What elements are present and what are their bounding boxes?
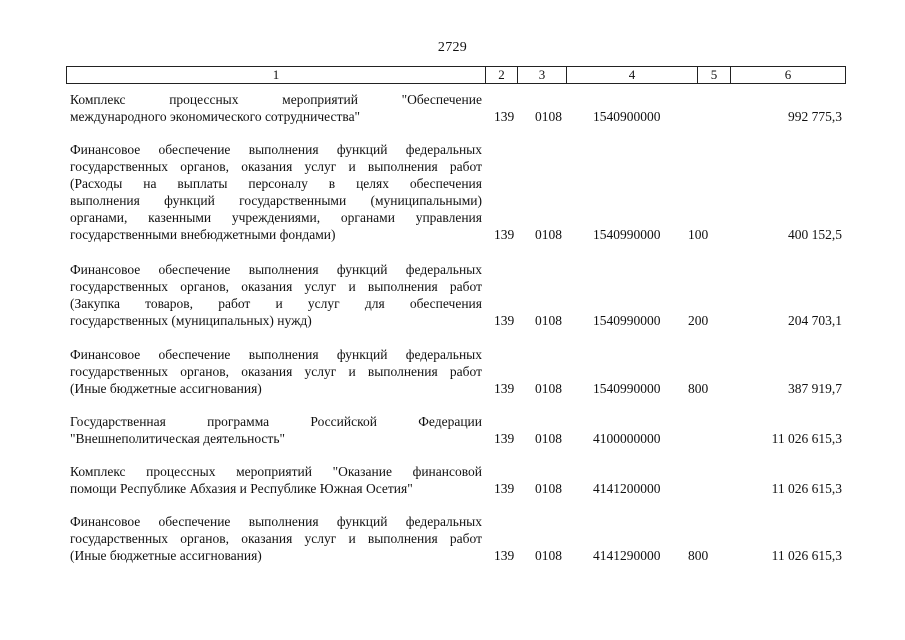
description-line: международного экономического сотрудничества" <box>70 109 361 124</box>
header-col-3: 3 <box>518 67 567 83</box>
description-line: государственных (муниципальных) нужд) <box>70 313 312 328</box>
description-line: "Внешнеполитическая деятельность" <box>70 431 285 446</box>
code-column-4: 4100000000 <box>593 431 661 446</box>
description-line: государственных органов, оказания услуг и выполнения работ <box>70 159 482 174</box>
code-column-4: 4141290000 <box>593 548 661 563</box>
code-column-3: 0108 <box>535 481 562 496</box>
code-column-2: 139 <box>494 548 515 563</box>
amount-column-6: 204 703,1 <box>788 313 842 328</box>
code-column-3: 0108 <box>535 227 562 242</box>
code-column-3: 0108 <box>535 548 562 563</box>
code-column-2: 139 <box>494 381 515 396</box>
table-header <box>66 66 846 84</box>
row-description <box>70 346 482 397</box>
code-column-4: 1540990000 <box>593 227 661 242</box>
header-col-6: 6 <box>784 67 792 82</box>
row-description <box>70 513 482 564</box>
code-column-2: 139 <box>494 109 515 124</box>
description-line: Финансовое обеспечение выполнения функций федеральных <box>70 262 482 277</box>
amount-column-6: 992 775,3 <box>788 109 842 124</box>
header-col-5: 5 <box>698 67 731 83</box>
code-column-4: 1540900000 <box>593 109 661 124</box>
code-column-5: 800 <box>688 548 709 563</box>
description-line: (Расходы на выплаты персоналу в целях обеспечения <box>70 176 482 191</box>
page-number: 2729 <box>437 40 468 55</box>
row-description <box>70 463 482 497</box>
code-column-3: 0108 <box>535 381 562 396</box>
amount-column-6: 400 152,5 <box>788 227 842 242</box>
code-column-4: 4141200000 <box>593 481 661 496</box>
header-col-1: 1 <box>67 67 486 83</box>
header-col-4: 4 <box>567 67 698 83</box>
description-line: Комплекс процессных мероприятий "Обеспечение <box>70 92 482 107</box>
amount-column-6: 387 919,7 <box>788 381 842 396</box>
description-line: Комплекс процессных мероприятий "Оказание финансовой <box>70 464 482 479</box>
code-column-2: 139 <box>494 431 515 446</box>
description-line: государственными внебюджетными фондами) <box>70 227 336 242</box>
description-line: Финансовое обеспечение выполнения функций федеральных <box>70 347 482 362</box>
description-line: государственных органов, оказания услуг и выполнения работ <box>70 364 482 379</box>
code-column-3: 0108 <box>535 109 562 124</box>
code-column-5: 100 <box>688 227 709 242</box>
code-column-4: 1540990000 <box>593 313 661 328</box>
description-line: Государственная программа Российской Федерации <box>70 414 482 429</box>
description-line: (Иные бюджетные ассигнования) <box>70 548 262 563</box>
description-line: (Закупка товаров, работ и услуг для обеспечения <box>70 296 482 311</box>
amount-column-6: 11 026 615,3 <box>771 548 842 563</box>
row-description <box>70 91 482 125</box>
description-line: Финансовое обеспечение выполнения функций федеральных <box>70 142 482 157</box>
header-col-2: 2 <box>486 67 518 83</box>
description-line: помощи Республике Абхазия и Республике Южная Осетия" <box>70 481 413 496</box>
description-line: государственных органов, оказания услуг и выполнения работ <box>70 279 482 294</box>
amount-column-6: 11 026 615,3 <box>771 431 842 446</box>
description-line: выполнения функций государственными (муниципальными) <box>70 193 482 208</box>
description-line: (Иные бюджетные ассигнования) <box>70 381 262 396</box>
code-column-4: 1540990000 <box>593 381 661 396</box>
code-column-3: 0108 <box>535 313 562 328</box>
code-column-5: 800 <box>688 381 709 396</box>
code-column-5: 200 <box>688 313 709 328</box>
description-line: Финансовое обеспечение выполнения функций федеральных <box>70 514 482 529</box>
description-line: органами, казенными учреждениями, органами управления <box>70 210 482 225</box>
amount-column-6: 11 026 615,3 <box>771 481 842 496</box>
code-column-2: 139 <box>494 313 515 328</box>
description-line: государственных органов, оказания услуг и выполнения работ <box>70 531 482 546</box>
code-column-2: 139 <box>494 227 515 242</box>
row-description <box>70 413 482 447</box>
code-column-3: 0108 <box>535 431 562 446</box>
code-column-2: 139 <box>494 481 515 496</box>
row-description <box>70 141 482 243</box>
row-description <box>70 261 482 329</box>
